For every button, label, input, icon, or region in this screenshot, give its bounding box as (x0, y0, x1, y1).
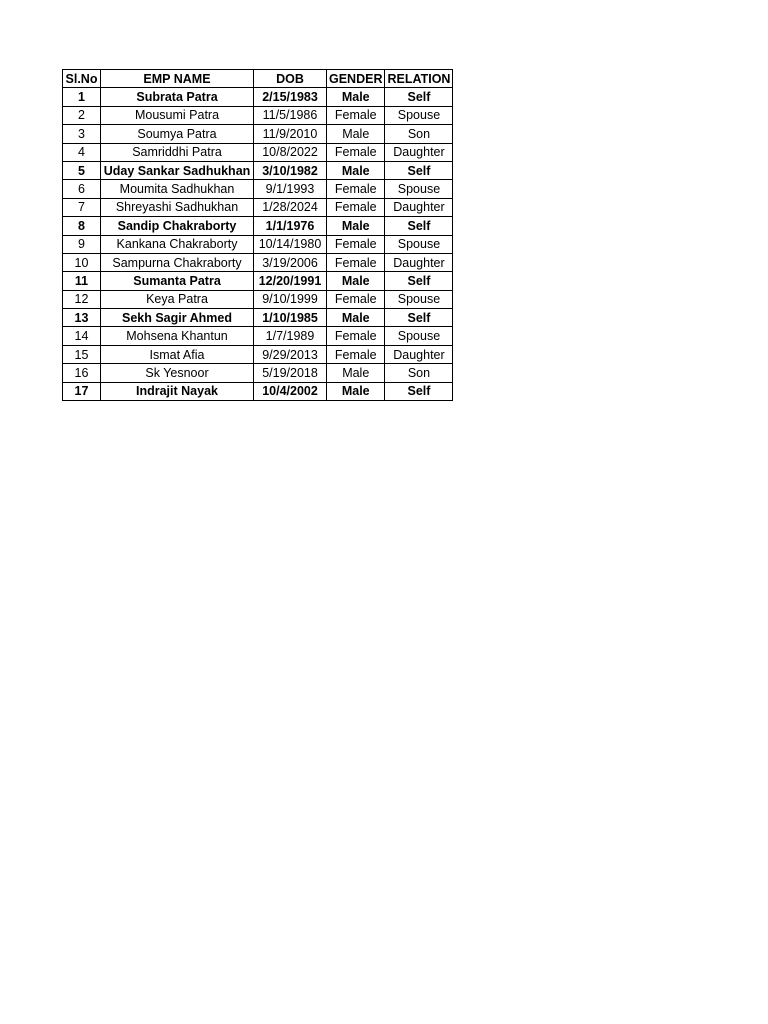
cell-emp-name: Kankana Chakraborty (101, 235, 254, 253)
table-row (63, 235, 453, 253)
cell-gender: Female (327, 106, 385, 124)
table-row (63, 309, 453, 327)
cell-emp-name: Sampurna Chakraborty (101, 253, 254, 271)
cell-relation: Spouse (385, 106, 453, 124)
header-relation: RELATION (385, 70, 453, 88)
cell-sl-no: 11 (63, 272, 101, 290)
cell-relation: Self (385, 309, 453, 327)
table-row (63, 161, 453, 179)
cell-gender: Male (327, 217, 385, 235)
cell-dob: 12/20/1991 (254, 272, 327, 290)
header-gender: GENDER (327, 70, 385, 88)
cell-dob: 11/5/1986 (254, 106, 327, 124)
cell-emp-name: Mousumi Patra (101, 106, 254, 124)
cell-dob: 3/10/1982 (254, 161, 327, 179)
cell-relation: Self (385, 161, 453, 179)
table-row (63, 345, 453, 363)
cell-sl-no: 15 (63, 345, 101, 363)
cell-emp-name: Sekh Sagir Ahmed (101, 309, 254, 327)
cell-sl-no: 4 (63, 143, 101, 161)
cell-gender: Female (327, 345, 385, 363)
cell-dob: 1/10/1985 (254, 309, 327, 327)
cell-gender: Female (327, 235, 385, 253)
cell-gender: Male (327, 364, 385, 382)
cell-sl-no: 3 (63, 125, 101, 143)
cell-dob: 9/10/1999 (254, 290, 327, 308)
cell-gender: Male (327, 272, 385, 290)
cell-sl-no: 16 (63, 364, 101, 382)
cell-sl-no: 14 (63, 327, 101, 345)
cell-sl-no: 13 (63, 309, 101, 327)
cell-sl-no: 6 (63, 180, 101, 198)
table-row (63, 217, 453, 235)
cell-relation: Self (385, 272, 453, 290)
cell-gender: Female (327, 290, 385, 308)
cell-emp-name: Sk Yesnoor (101, 364, 254, 382)
cell-relation: Daughter (385, 143, 453, 161)
cell-emp-name: Moumita Sadhukhan (101, 180, 254, 198)
cell-sl-no: 5 (63, 161, 101, 179)
cell-emp-name: Subrata Patra (101, 88, 254, 106)
cell-emp-name: Uday Sankar Sadhukhan (101, 161, 254, 179)
cell-sl-no: 2 (63, 106, 101, 124)
cell-dob: 11/9/2010 (254, 125, 327, 143)
cell-relation: Daughter (385, 345, 453, 363)
cell-relation: Self (385, 217, 453, 235)
cell-relation: Self (385, 382, 453, 400)
cell-relation: Self (385, 88, 453, 106)
cell-gender: Male (327, 125, 385, 143)
cell-emp-name: Sumanta Patra (101, 272, 254, 290)
header-emp-name: EMP NAME (101, 70, 254, 88)
table-row (63, 143, 453, 161)
cell-sl-no: 1 (63, 88, 101, 106)
cell-emp-name: Shreyashi Sadhukhan (101, 198, 254, 216)
cell-dob: 1/7/1989 (254, 327, 327, 345)
table-row (63, 106, 453, 124)
cell-emp-name: Ismat Afia (101, 345, 254, 363)
table-row (63, 272, 453, 290)
cell-dob: 5/19/2018 (254, 364, 327, 382)
cell-sl-no: 7 (63, 198, 101, 216)
table-row (63, 327, 453, 345)
cell-relation: Daughter (385, 198, 453, 216)
cell-sl-no: 12 (63, 290, 101, 308)
cell-gender: Female (327, 143, 385, 161)
cell-emp-name: Soumya Patra (101, 125, 254, 143)
cell-gender: Female (327, 180, 385, 198)
cell-emp-name: Indrajit Nayak (101, 382, 254, 400)
cell-gender: Female (327, 327, 385, 345)
cell-dob: 10/4/2002 (254, 382, 327, 400)
cell-gender: Male (327, 382, 385, 400)
cell-emp-name: Keya Patra (101, 290, 254, 308)
table-row (63, 364, 453, 382)
cell-emp-name: Sandip Chakraborty (101, 217, 254, 235)
cell-emp-name: Samriddhi Patra (101, 143, 254, 161)
cell-relation: Daughter (385, 253, 453, 271)
cell-dob: 9/1/1993 (254, 180, 327, 198)
cell-gender: Female (327, 253, 385, 271)
table-row (63, 198, 453, 216)
cell-dob: 10/8/2022 (254, 143, 327, 161)
table-row (63, 180, 453, 198)
cell-sl-no: 10 (63, 253, 101, 271)
cell-relation: Son (385, 125, 453, 143)
cell-sl-no: 8 (63, 217, 101, 235)
table-row (63, 125, 453, 143)
header-dob: DOB (254, 70, 327, 88)
header-sl-no: Sl.No (63, 70, 101, 88)
table-body (63, 88, 453, 401)
cell-emp-name: Mohsena Khantun (101, 327, 254, 345)
cell-sl-no: 17 (63, 382, 101, 400)
cell-gender: Male (327, 161, 385, 179)
cell-dob: 3/19/2006 (254, 253, 327, 271)
cell-relation: Son (385, 364, 453, 382)
cell-gender: Male (327, 88, 385, 106)
cell-dob: 1/1/1976 (254, 217, 327, 235)
cell-sl-no: 9 (63, 235, 101, 253)
cell-relation: Spouse (385, 327, 453, 345)
cell-relation: Spouse (385, 290, 453, 308)
cell-relation: Spouse (385, 235, 453, 253)
table-row (63, 253, 453, 271)
cell-dob: 2/15/1983 (254, 88, 327, 106)
table-row (63, 290, 453, 308)
cell-gender: Female (327, 198, 385, 216)
cell-gender: Male (327, 309, 385, 327)
cell-dob: 9/29/2013 (254, 345, 327, 363)
table-row (63, 382, 453, 400)
cell-dob: 10/14/1980 (254, 235, 327, 253)
employee-dependents-table (62, 69, 453, 401)
cell-relation: Spouse (385, 180, 453, 198)
table-row (63, 88, 453, 106)
table-header-row (63, 70, 453, 88)
cell-dob: 1/28/2024 (254, 198, 327, 216)
